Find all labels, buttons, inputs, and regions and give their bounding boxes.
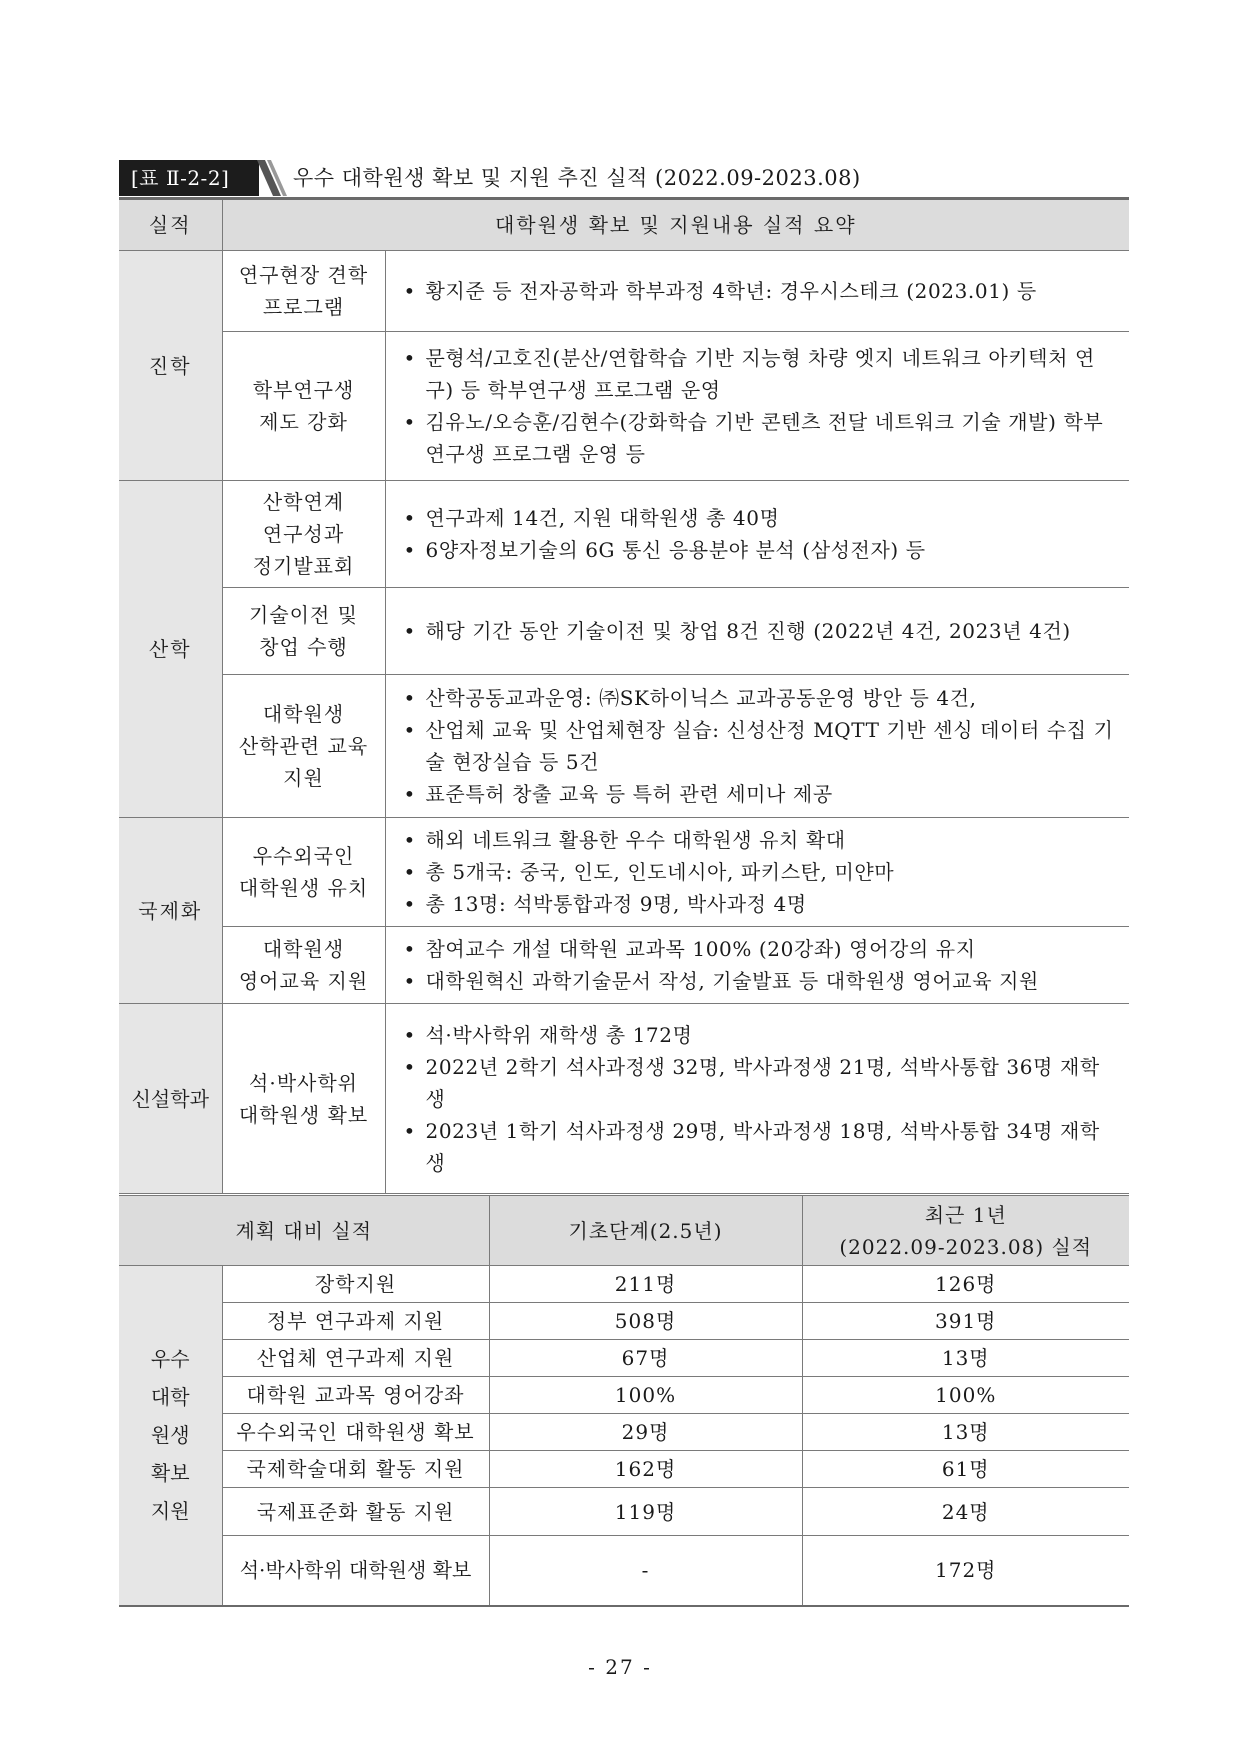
table-row	[119, 1377, 1129, 1414]
content-cell	[385, 675, 1129, 818]
content-cell	[385, 927, 1129, 1004]
table-row	[119, 1004, 1129, 1194]
item-cell: 대학원 교과목 영어강좌	[222, 1377, 489, 1414]
list-item: • 황지준 등 전자공학과 학부과정 4학년: 경우시스테크 (2023.01) 등	[396, 275, 1120, 307]
subtitle-cell: 기술이전 및 창업 수행	[222, 588, 385, 675]
category-cell: 우수 대학 원생 확보 지원	[119, 1266, 222, 1606]
content-cell	[385, 1004, 1129, 1194]
summary-header-row	[119, 199, 1129, 251]
subtitle-cell: 대학원생 산학관련 교육 지원	[222, 675, 385, 818]
content-cell	[385, 818, 1129, 927]
header-base-stage: 기초단계(2.5년)	[489, 1196, 802, 1266]
item-cell: 장학지원	[222, 1266, 489, 1303]
caption-divider-icon	[257, 160, 287, 196]
recent-value-cell: 126명	[802, 1266, 1129, 1303]
base-value-cell: 162명	[489, 1451, 802, 1488]
recent-value-cell: 100%	[802, 1377, 1129, 1414]
category-cell: 신설학과	[119, 1004, 222, 1194]
list-item: • 연구과제 14건, 지원 대학원생 총 40명	[396, 502, 1120, 534]
base-value-cell: 211명	[489, 1266, 802, 1303]
base-value-cell: 508명	[489, 1303, 802, 1340]
list-item: • 표준특허 창출 교육 등 특허 관련 세미나 제공	[396, 778, 1120, 810]
recent-value-cell: 172명	[802, 1536, 1129, 1606]
item-cell: 석·박사학위 대학원생 확보	[222, 1536, 489, 1606]
recent-value-cell: 13명	[802, 1414, 1129, 1451]
page-number: - 27 -	[588, 1655, 652, 1679]
list-item: • 6양자정보기술의 6G 통신 응용분야 분석 (삼성전자) 등	[396, 534, 1120, 566]
subtitle-cell: 연구현장 견학 프로그램	[222, 251, 385, 332]
table-row	[119, 1536, 1129, 1606]
summary-table	[119, 197, 1129, 1194]
content-cell	[385, 251, 1129, 332]
list-item: • 대학원혁신 과학기술문서 작성, 기술발표 등 대학원생 영어교육 지원	[396, 965, 1120, 997]
content-cell	[385, 332, 1129, 481]
list-item: • 해외 네트워크 활용한 우수 대학원생 유치 확대	[396, 824, 1120, 856]
list-item: • 산학공동교과운영: ㈜SK하이닉스 교과공동운영 방안 등 4건,	[396, 682, 1120, 714]
table-row	[119, 1488, 1129, 1536]
list-item: • 석·박사학위 재학생 총 172명	[396, 1019, 1120, 1051]
plan-vs-performance-table	[119, 1195, 1129, 1607]
subtitle-cell: 산학연계 연구성과 정기발표회	[222, 481, 385, 588]
recent-value-cell: 391명	[802, 1303, 1129, 1340]
header-recent-year: 최근 1년 (2022.09-2023.08) 실적	[802, 1196, 1129, 1266]
base-value-cell: 119명	[489, 1488, 802, 1536]
list-item: • 총 5개국: 중국, 인도, 인도네시아, 파키스탄, 미얀마	[396, 856, 1120, 888]
category-cell: 국제화	[119, 818, 222, 1004]
table-row	[119, 1451, 1129, 1488]
table-row	[119, 332, 1129, 481]
table-row	[119, 675, 1129, 818]
list-item: • 2022년 2학기 석사과정생 32명, 박사과정생 21명, 석박사통합 36명 재학생	[396, 1051, 1120, 1115]
category-cell: 진학	[119, 251, 222, 481]
list-item: • 참여교수 개설 대학원 교과목 100% (20강좌) 영어강의 유지	[396, 933, 1120, 965]
table-row	[119, 1303, 1129, 1340]
list-item: • 총 13명: 석박통합과정 9명, 박사과정 4명	[396, 888, 1120, 920]
table-caption	[119, 160, 1129, 196]
table-row	[119, 588, 1129, 675]
content-cell	[385, 588, 1129, 675]
table-row	[119, 1266, 1129, 1303]
table-row	[119, 818, 1129, 927]
recent-value-cell: 13명	[802, 1340, 1129, 1377]
list-item: • 산업체 교육 및 산업체현장 실습: 신성산정 MQTT 기반 센싱 데이터 수집 기술 현장실습 등 5건	[396, 714, 1120, 778]
table-row	[119, 1340, 1129, 1377]
base-value-cell: -	[489, 1536, 802, 1606]
base-value-cell: 67명	[489, 1340, 802, 1377]
recent-value-cell: 61명	[802, 1451, 1129, 1488]
item-cell: 국제표준화 활동 지원	[222, 1488, 489, 1536]
table-number-label: [표 Ⅱ-2-2]	[119, 160, 259, 196]
subtitle-cell: 석·박사학위 대학원생 확보	[222, 1004, 385, 1194]
table-title: 우수 대학원생 확보 및 지원 추진 실적 (2022.09-2023.08)	[293, 166, 861, 190]
table-row	[119, 927, 1129, 1004]
header-plan-vs-performance: 계획 대비 실적	[119, 1196, 489, 1266]
list-item: • 2023년 1학기 석사과정생 29명, 박사과정생 18명, 석박사통합 34명 재학생	[396, 1115, 1120, 1179]
subtitle-cell: 학부연구생 제도 강화	[222, 332, 385, 481]
table-row	[119, 251, 1129, 332]
item-cell: 산업체 연구과제 지원	[222, 1340, 489, 1377]
item-cell: 국제학술대회 활동 지원	[222, 1451, 489, 1488]
list-item: • 해당 기간 동안 기술이전 및 창업 8건 진행 (2022년 4건, 2023년 4건)	[396, 615, 1120, 647]
item-cell: 정부 연구과제 지원	[222, 1303, 489, 1340]
list-item: • 문형석/고호진(분산/연합학습 기반 지능형 차량 엣지 네트워크 아키텍처 연구) 등 학부연구생 프로그램 운영	[396, 342, 1120, 406]
item-cell: 우수외국인 대학원생 확보	[222, 1414, 489, 1451]
list-item: • 김유노/오승훈/김현수(강화학습 기반 콘텐츠 전달 네트워크 기술 개발) 학부연구생 프로그램 운영 등	[396, 406, 1120, 470]
header-performance: 실적	[119, 199, 222, 251]
content-cell	[385, 481, 1129, 588]
subtitle-cell: 대학원생 영어교육 지원	[222, 927, 385, 1004]
table-row	[119, 481, 1129, 588]
plan-header-row	[119, 1196, 1129, 1266]
category-cell: 산학	[119, 481, 222, 818]
table-row	[119, 1414, 1129, 1451]
base-value-cell: 100%	[489, 1377, 802, 1414]
subtitle-cell: 우수외국인 대학원생 유치	[222, 818, 385, 927]
base-value-cell: 29명	[489, 1414, 802, 1451]
header-summary: 대학원생 확보 및 지원내용 실적 요약	[222, 199, 1129, 251]
recent-value-cell: 24명	[802, 1488, 1129, 1536]
